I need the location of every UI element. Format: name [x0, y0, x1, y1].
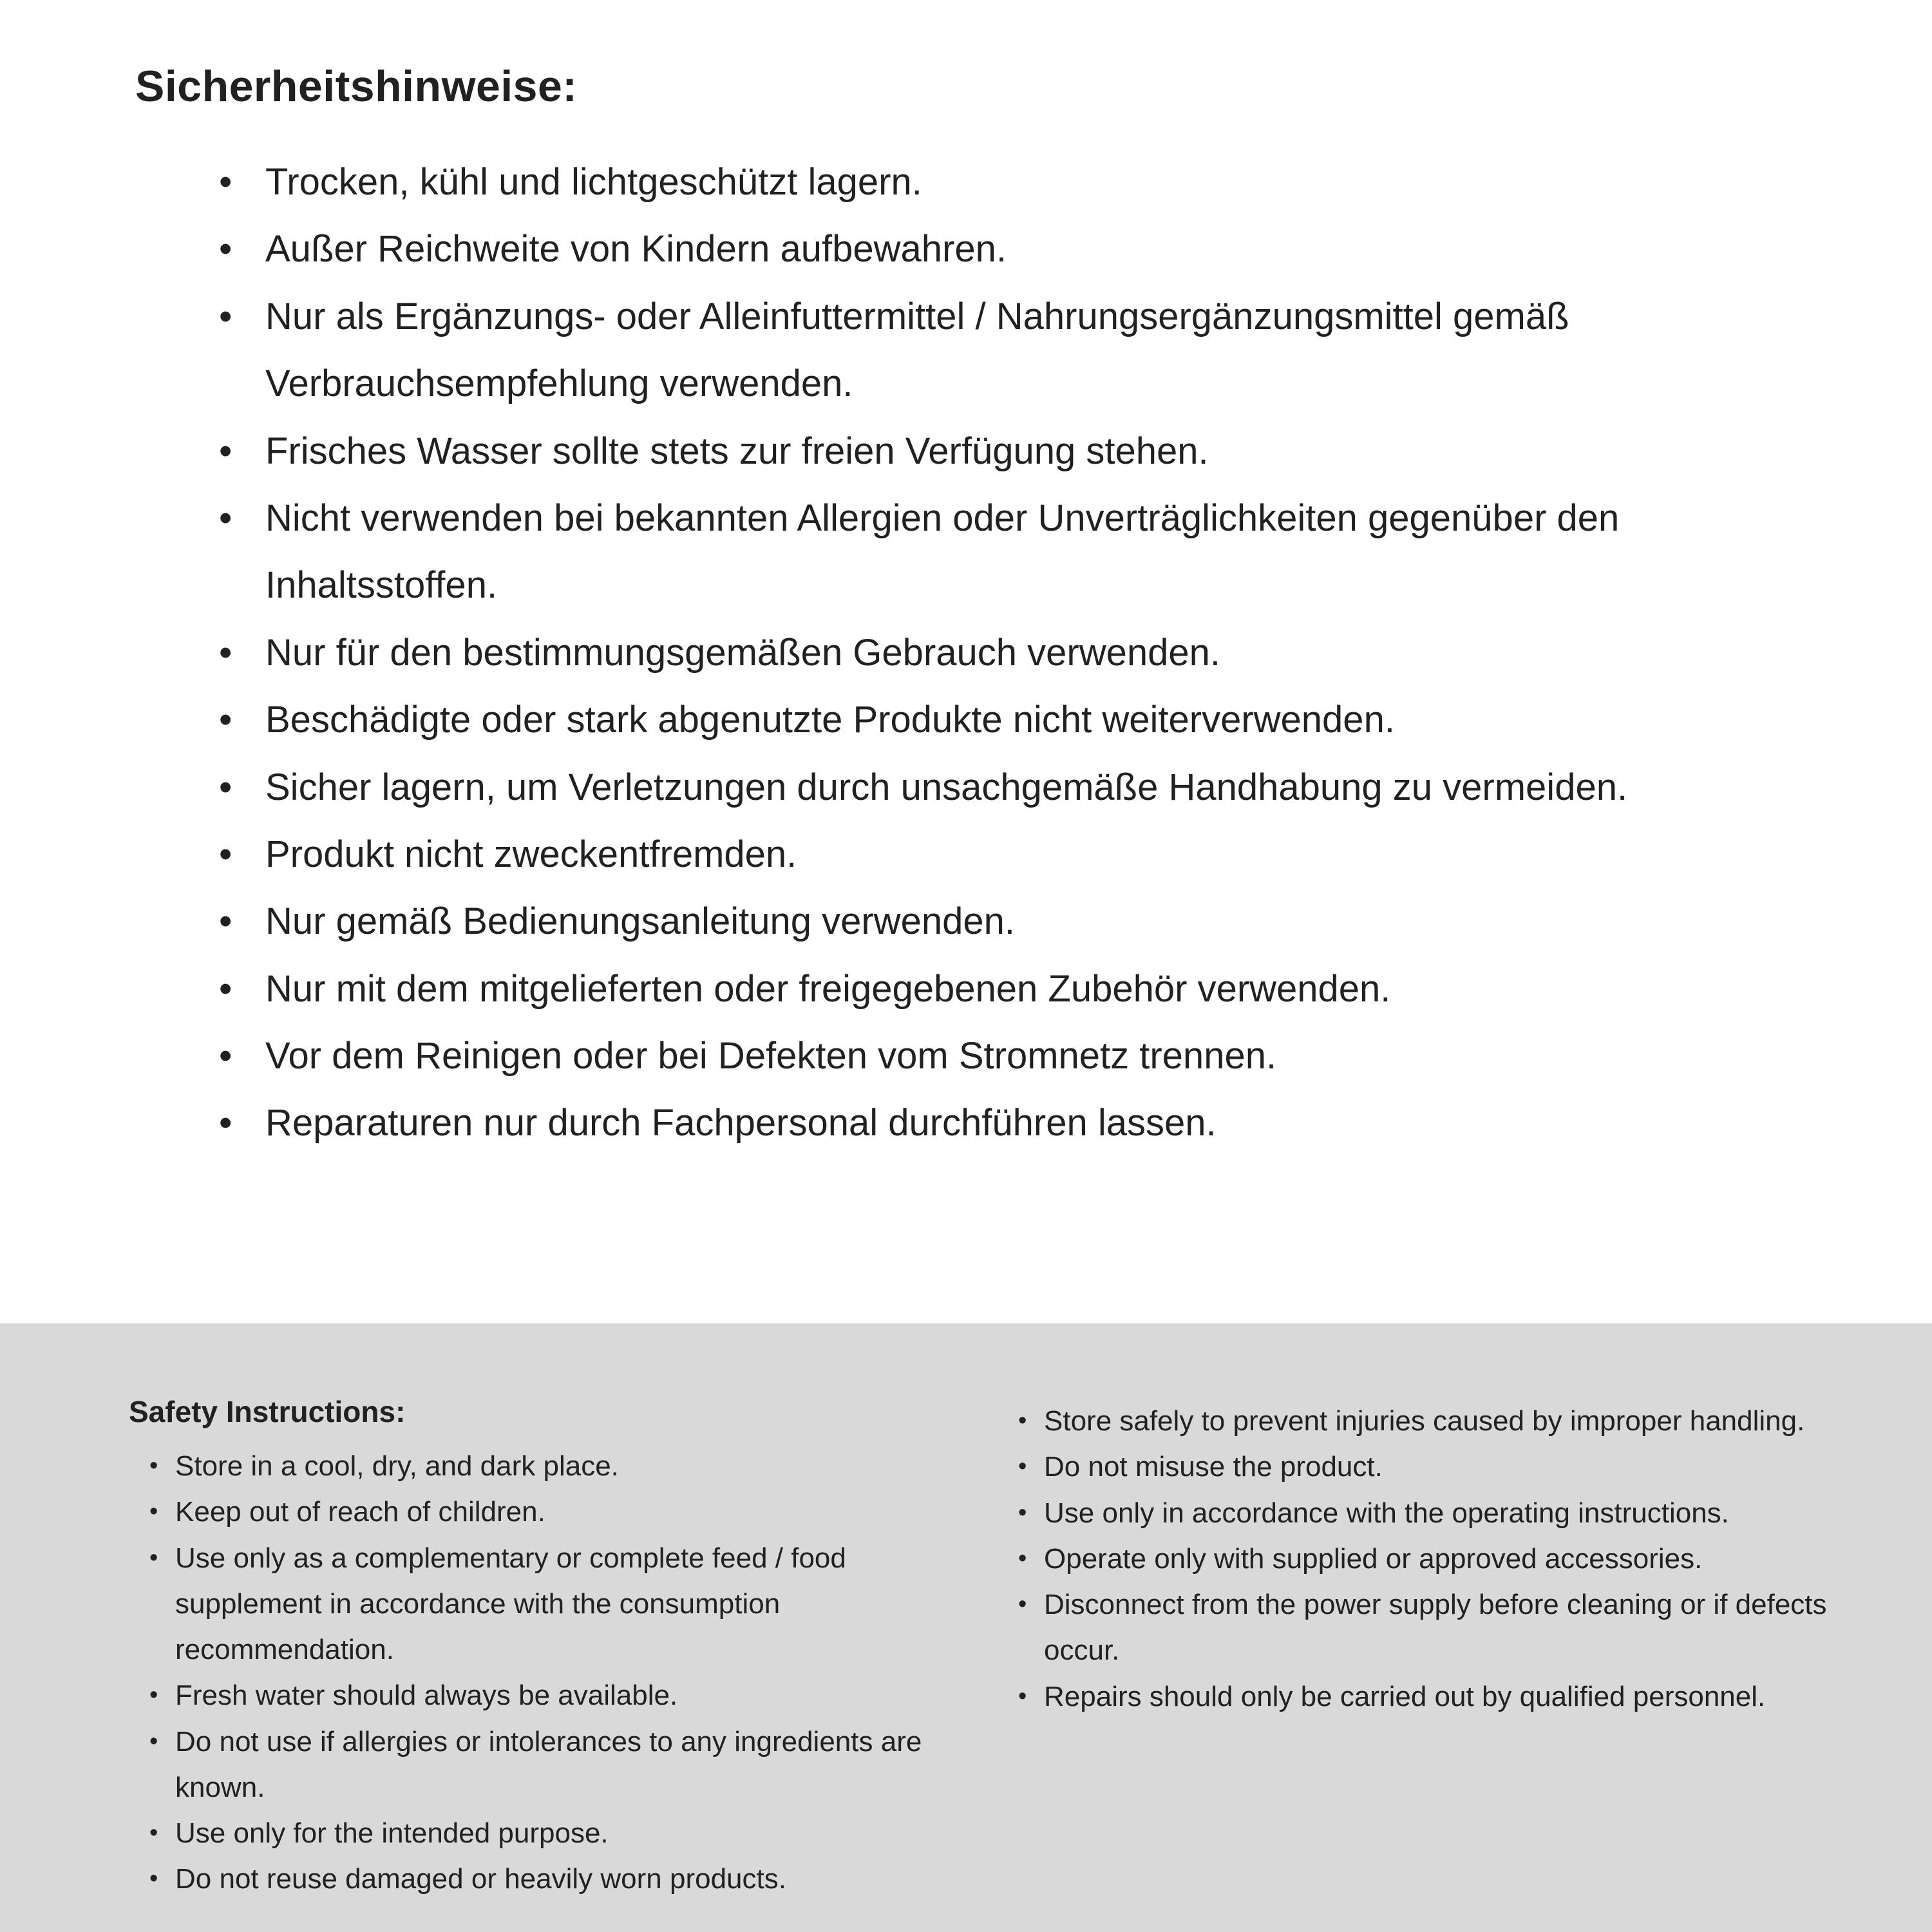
bullet-item: • Store safely to prevent injuries caused by improper handling.: [1014, 1398, 1835, 1444]
bullet-item: • Nur für den bestimmungsgemäßen Gebrauch verwenden.: [219, 620, 1777, 687]
bullet-item: • Disconnect from the power supply before cleaning or if defects occur.: [1014, 1582, 1835, 1674]
german-section-title: Sicherheitshinweise:: [135, 62, 578, 111]
english-right-column: [1014, 1394, 1835, 1932]
bullet-item: • Do not use if allergies or intolerances to any ingredients are known.: [146, 1719, 950, 1811]
bullet-item: • Reparaturen nur durch Fachpersonal durchführen lassen.: [219, 1090, 1777, 1157]
bullet-item: • Use only as a complementary or complete feed / food supplement in accordance with the consumption recommendation.: [146, 1535, 950, 1673]
bullet-item: • Produkt nicht zweckentfremden.: [219, 821, 1777, 888]
bullet-item: • Vor dem Reinigen oder bei Defekten vom Stromnetz trennen.: [219, 1023, 1777, 1090]
german-bullet-list: [219, 149, 1777, 1157]
bullet-item: • Fresh water should always be available.: [146, 1672, 950, 1718]
bullet-item: • Nur mit dem mitgelieferten oder freigegebenen Zubehör verwenden.: [219, 956, 1777, 1023]
bullet-item: • Nicht verwenden bei bekannten Allergien oder Unverträglichkeiten gegenüber den Inhaltsstoffen.: [219, 485, 1777, 620]
bullet-item: • Repairs should only be carried out by qualified personnel.: [1014, 1674, 1835, 1719]
bullet-item: • Do not reuse damaged or heavily worn products.: [146, 1856, 950, 1902]
bullet-item: • Use only for the intended purpose.: [146, 1810, 950, 1856]
bullet-item: • Operate only with supplied or approved accessories.: [1014, 1536, 1835, 1582]
bullet-item: • Beschädigte oder stark abgenutzte Produkte nicht weiterverwenden.: [219, 687, 1777, 753]
english-safety-section: [0, 1323, 1932, 1932]
bullet-item: • Nur gemäß Bedienungsanleitung verwenden.: [219, 888, 1777, 955]
bullet-item: • Nur als Ergänzungs- oder Alleinfuttermittel / Nahrungsergänzungsmittel gemäß Verbrauchsempfehlung verwenden.: [219, 283, 1777, 418]
bullet-item: • Außer Reichweite von Kindern aufbewahren.: [219, 216, 1777, 283]
bullet-item: • Use only in accordance with the operating instructions.: [1014, 1490, 1835, 1536]
bullet-item: • Sicher lagern, um Verletzungen durch unsachgemäße Handhabung zu vermeiden.: [219, 754, 1777, 821]
english-left-column: [129, 1394, 950, 1932]
bullet-item: • Keep out of reach of children.: [146, 1489, 950, 1535]
bullet-item: • Store in a cool, dry, and dark place.: [146, 1443, 950, 1489]
english-right-bullet-list: [1014, 1398, 1835, 1719]
bullet-item: • Frisches Wasser sollte stets zur freien Verfügung stehen.: [219, 418, 1777, 485]
bullet-item: • Do not misuse the product.: [1014, 1444, 1835, 1490]
bullet-item: • Trocken, kühl und lichtgeschützt lagern.: [219, 149, 1777, 216]
english-left-bullet-list: [146, 1443, 950, 1902]
english-section-title: Safety Instructions:: [129, 1395, 406, 1428]
